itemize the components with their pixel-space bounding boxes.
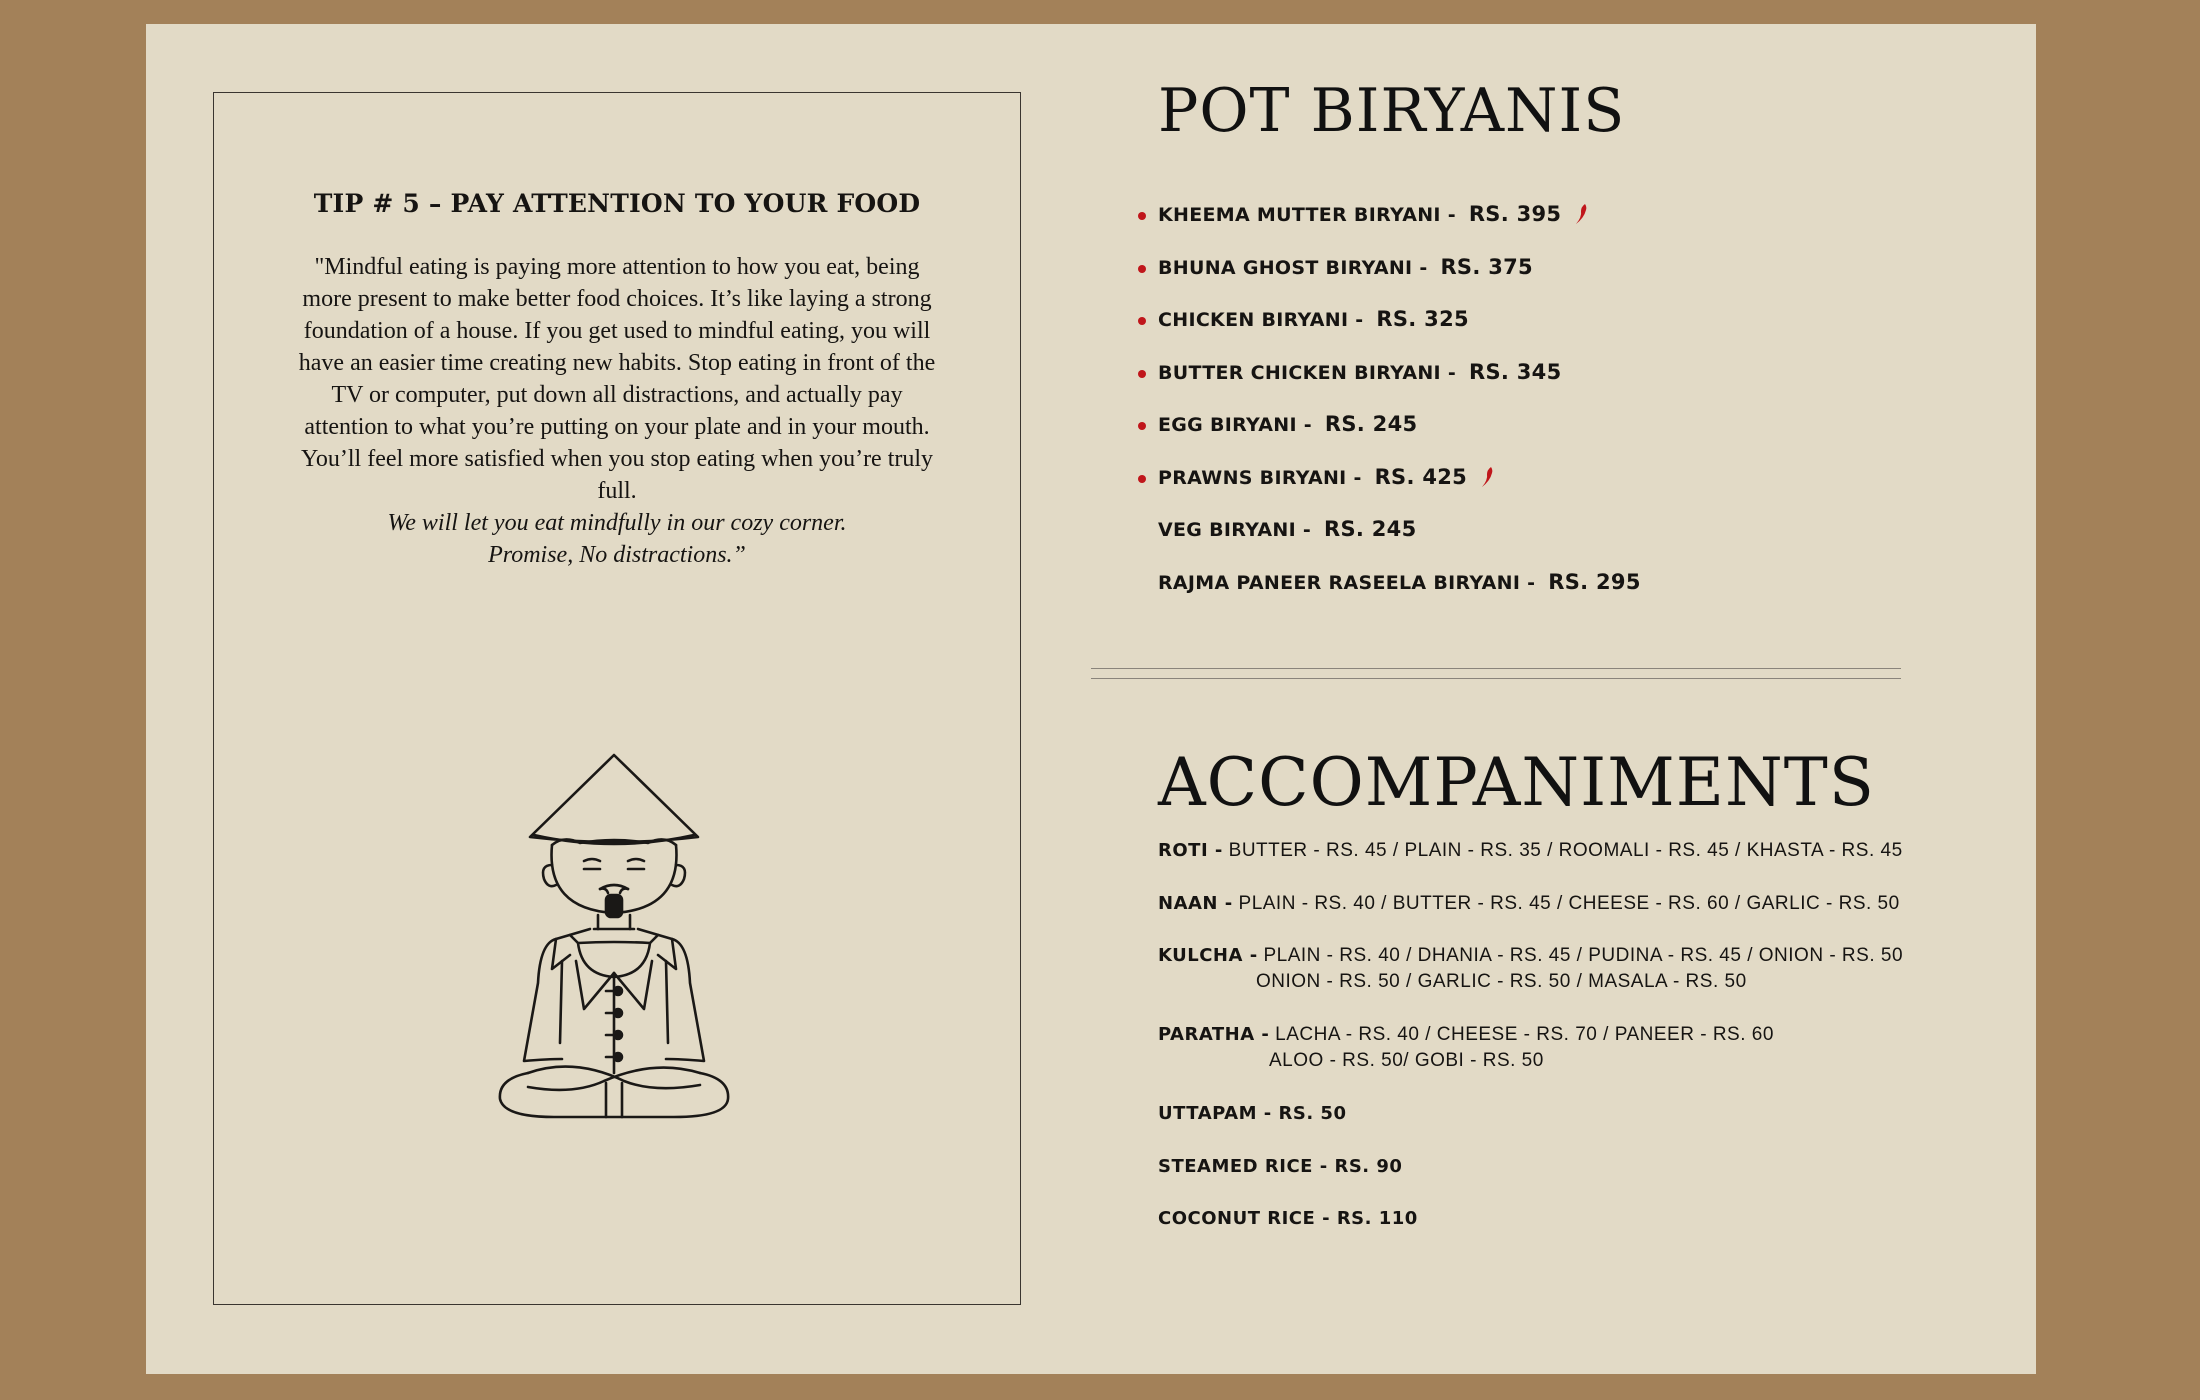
biryani-item: CHICKEN BIRYANI - RS. 325 xyxy=(1158,307,1641,360)
bullet-dot xyxy=(1138,265,1146,273)
item-price: RS. 325 xyxy=(1376,307,1469,331)
item-price: RS. 245 xyxy=(1324,412,1418,436)
tip-panel xyxy=(213,92,1021,1305)
accompaniments-title: ACCOMPANIMENTS xyxy=(1158,744,1875,821)
item-options: PLAIN - RS. 40 / BUTTER - RS. 45 / CHEESE - RS. 60 / GARLIC - RS. 50 xyxy=(1238,892,1900,914)
item-name: PARATHA - xyxy=(1158,1024,1270,1045)
accompaniment-item xyxy=(1158,891,1903,944)
section-divider xyxy=(1091,678,1901,679)
item-price: RS. 245 xyxy=(1323,517,1417,541)
item-name: UTTAPAM - RS. 50 xyxy=(1158,1103,1347,1124)
biryani-item: EGG BIRYANI - RS. 245 xyxy=(1158,412,1641,465)
item-name: COCONUT RICE - RS. 110 xyxy=(1158,1208,1418,1229)
accompaniment-item xyxy=(1158,838,1903,891)
item-name: CHICKEN BIRYANI xyxy=(1158,309,1349,331)
item-options: PLAIN - RS. 40 / DHANIA - RS. 45 / PUDINA - RS. 45 / ONION - RS. 50 xyxy=(1263,945,1904,966)
menu-page xyxy=(146,24,2036,1374)
biryani-item: RAJMA PANEER RASEELA BIRYANI - RS. 295 xyxy=(1158,569,1641,594)
accompaniment-item xyxy=(1158,1101,1903,1154)
item-name: ROTI - xyxy=(1158,840,1223,861)
biryani-item: VEG BIRYANI - RS. 245 xyxy=(1158,517,1417,541)
bullet-dot xyxy=(1138,422,1146,430)
item-options: LACHA - RS. 40 / CHEESE - RS. 70 / PANEER - RS. 60 xyxy=(1275,1024,1774,1045)
biryani-item: KHEEMA MUTTER BIRYANI - RS. 395 xyxy=(1158,202,1641,255)
chili-icon xyxy=(1574,203,1590,225)
item-price: RS. 345 xyxy=(1468,359,1562,384)
item-name: BUTTER CHICKEN BIRYANI xyxy=(1158,361,1441,384)
biryani-list xyxy=(1158,202,1641,622)
item-price: RS. 425 xyxy=(1374,464,1468,489)
item-price: RS. 395 xyxy=(1468,202,1562,226)
accompaniment-item xyxy=(1158,943,1903,1022)
bullet-dot xyxy=(1138,317,1146,325)
item-options-line-2: ONION - RS. 50 / GARLIC - RS. 50 / MASALA - RS. 50 xyxy=(1256,971,1747,992)
accompaniments-list xyxy=(1158,838,1903,1259)
biryani-item: BHUNA GHOST BIRYANI - RS. 375 xyxy=(1158,255,1641,308)
item-name: NAAN - xyxy=(1158,892,1233,914)
item-price: RS. 295 xyxy=(1548,569,1641,594)
accompaniment-item xyxy=(1158,1022,1903,1101)
biryani-item: BUTTER CHICKEN BIRYANI - RS. 345 xyxy=(1158,360,1641,413)
biryani-item: PRAWNS BIRYANI - RS. 425 xyxy=(1158,465,1641,518)
section-divider xyxy=(1091,668,1901,669)
item-price: RS. 375 xyxy=(1440,254,1533,279)
tip-title: TIP # 5 – PAY ATTENTION TO YOUR FOOD xyxy=(313,189,921,218)
accompaniment-item xyxy=(1158,1206,1903,1259)
item-name: EGG BIRYANI xyxy=(1158,414,1297,436)
item-name: RAJMA PANEER RASEELA BIRYANI xyxy=(1158,571,1521,594)
item-name: PRAWNS BIRYANI xyxy=(1158,466,1347,489)
tip-quote: "Mindful eating is paying more attention to how you eat, being more present to make better food choices. It’s like laying a strong foundation of a house. If you get used to mindful eating, you will have an easier time creating new habits. Stop eating in front of the TV or computer, put down all distractions, and actually pay attention to what you’re putting on your plate and in your mouth. You’ll feel more satisfied when you stop eating when you’re truly full. xyxy=(298,254,936,504)
item-options: BUTTER - RS. 45 / PLAIN - RS. 35 / ROOMALI - RS. 45 / KHASTA - RS. 45 xyxy=(1228,840,1903,861)
tip-body xyxy=(294,251,940,571)
tip-italic-line-1: We will let you eat mindfully in our cozy corner. xyxy=(387,510,847,536)
item-name: BHUNA GHOST BIRYANI xyxy=(1158,256,1413,279)
biryanis-title: POT BIRYANIS xyxy=(1158,76,1626,146)
item-name: VEG BIRYANI xyxy=(1158,519,1296,541)
item-name: KHEEMA MUTTER BIRYANI xyxy=(1158,204,1441,226)
tip-italic-line-2: Promise, No distractions.” xyxy=(488,542,746,568)
item-name: STEAMED RICE - RS. 90 xyxy=(1158,1155,1403,1177)
bullet-dot xyxy=(1138,370,1146,378)
chili-icon xyxy=(1480,466,1496,488)
item-options-line-2: ALOO - RS. 50/ GOBI - RS. 50 xyxy=(1269,1050,1544,1071)
accompaniment-item xyxy=(1158,1154,1903,1207)
bullet-dot xyxy=(1138,475,1146,483)
bullet-dot xyxy=(1138,212,1146,220)
meditating-monk-illustration xyxy=(494,743,734,1123)
item-name: KULCHA - xyxy=(1158,945,1258,966)
